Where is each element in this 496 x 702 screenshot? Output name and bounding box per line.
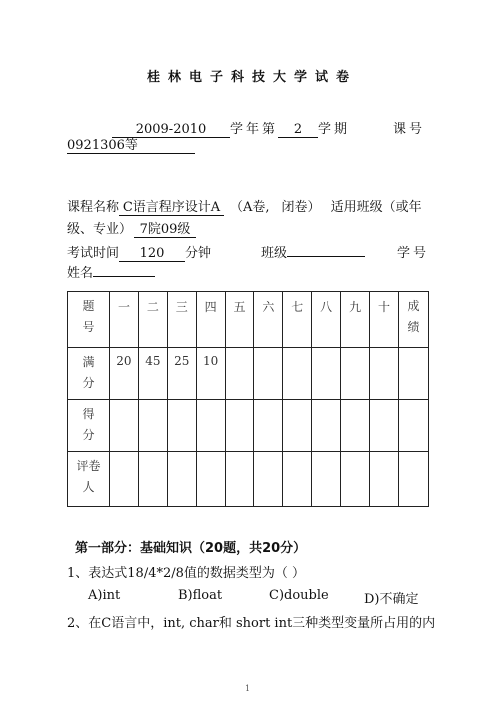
exam-time-line: [67, 242, 211, 262]
exam-title: 桂林电子科技大学试卷: [146, 70, 357, 85]
score-cell: [399, 400, 429, 452]
student-name-label: 姓名: [67, 266, 94, 281]
row-header-tihao: 题 号: [68, 292, 110, 348]
grader-cell: [167, 452, 196, 507]
exam-type: （A卷,: [230, 200, 270, 215]
part1-heading: 第一部分：基础知识（20题，共20分）: [75, 541, 307, 556]
full-mark-cell: [399, 348, 429, 400]
student-name-line: [67, 262, 155, 281]
score-cell: [254, 400, 283, 452]
full-mark-cell: [341, 348, 370, 400]
question-1: 1、表达式18/4*2/8值的数据类型为（ ）: [67, 566, 306, 581]
column-header: 一: [110, 292, 139, 348]
academic-year-line: [112, 118, 350, 138]
course-name-field: C语言程序设计A: [119, 201, 224, 216]
full-mark-cell: [370, 348, 399, 400]
full-mark-cell: [283, 348, 312, 400]
table-row: [68, 452, 429, 507]
grader-cell: [341, 452, 370, 507]
grader-cell: [254, 452, 283, 507]
exam-time-unit: 分钟: [185, 246, 212, 261]
xuehao-label: 学号: [397, 246, 430, 261]
q1-option-c: C)double: [269, 588, 329, 603]
page-number: 1: [245, 684, 251, 693]
column-header: 六: [254, 292, 283, 348]
row-header-manfen: 满 分: [68, 348, 110, 400]
column-header: 五: [225, 292, 254, 348]
table-row: [68, 292, 429, 348]
score-cell: [312, 400, 341, 452]
class-label: 适用班级（或年: [330, 200, 422, 215]
closed-book: 闭卷）: [281, 200, 321, 215]
major-prefix: 级、专业）: [67, 222, 133, 237]
grader-cell: [196, 452, 225, 507]
table-row: [68, 348, 429, 400]
banji-field: [287, 256, 365, 257]
score-cell: [341, 400, 370, 452]
score-cell: [196, 400, 225, 452]
banji-label: 班级: [261, 246, 288, 261]
grader-cell: [225, 452, 254, 507]
q1-option-a: A)int: [88, 588, 121, 603]
full-mark-cell: [225, 348, 254, 400]
q1-option-d: D)不确定: [364, 592, 419, 607]
score-cell: [225, 400, 254, 452]
table-row: [68, 400, 429, 452]
grader-cell: [138, 452, 167, 507]
score-cell: [167, 400, 196, 452]
exam-time-label: 考试时间: [67, 246, 120, 261]
row-header-grader: 评卷 人: [68, 452, 110, 507]
column-header: 七: [283, 292, 312, 348]
class-field: 7院09级: [134, 223, 196, 238]
course-code-field: 0921306等: [67, 139, 195, 154]
banji-line: [261, 242, 365, 261]
column-header: 九: [341, 292, 370, 348]
full-mark-cell: 20: [110, 348, 139, 400]
major-line: [67, 218, 196, 238]
grader-cell: [312, 452, 341, 507]
column-header: 十: [370, 292, 399, 348]
grader-cell: [110, 452, 139, 507]
column-header: 四: [196, 292, 225, 348]
semester-field: 2: [278, 123, 318, 138]
semester-label: 学期: [318, 122, 351, 137]
column-header: 八: [312, 292, 341, 348]
grader-cell: [399, 452, 429, 507]
score-cell: [110, 400, 139, 452]
score-cell: [138, 400, 167, 452]
exam-time-field: 120: [119, 247, 185, 262]
full-mark-cell: [312, 348, 341, 400]
column-header: 三: [167, 292, 196, 348]
course-code-line: [67, 138, 195, 154]
year-field: 2009-2010: [112, 123, 230, 138]
year-label: 学年第: [230, 122, 279, 137]
student-name-field: [93, 276, 155, 277]
course-code-label: 课号: [393, 122, 426, 137]
course-name-line: [67, 196, 422, 216]
course-name-label: 课程名称: [67, 200, 120, 215]
column-header: 二: [138, 292, 167, 348]
grader-cell: [283, 452, 312, 507]
full-mark-cell: 25: [167, 348, 196, 400]
column-header-total: 成 绩: [399, 292, 429, 348]
full-mark-cell: 45: [138, 348, 167, 400]
score-cell: [370, 400, 399, 452]
full-mark-cell: 10: [196, 348, 225, 400]
full-mark-cell: [254, 348, 283, 400]
grader-cell: [370, 452, 399, 507]
question-2: 2、在C语言中，int, char和 short int三种类型变量所占用的内: [67, 616, 436, 631]
score-cell: [283, 400, 312, 452]
row-header-defen: 得 分: [68, 400, 110, 452]
q1-option-b: B)float: [178, 588, 223, 603]
score-table: [67, 291, 429, 507]
